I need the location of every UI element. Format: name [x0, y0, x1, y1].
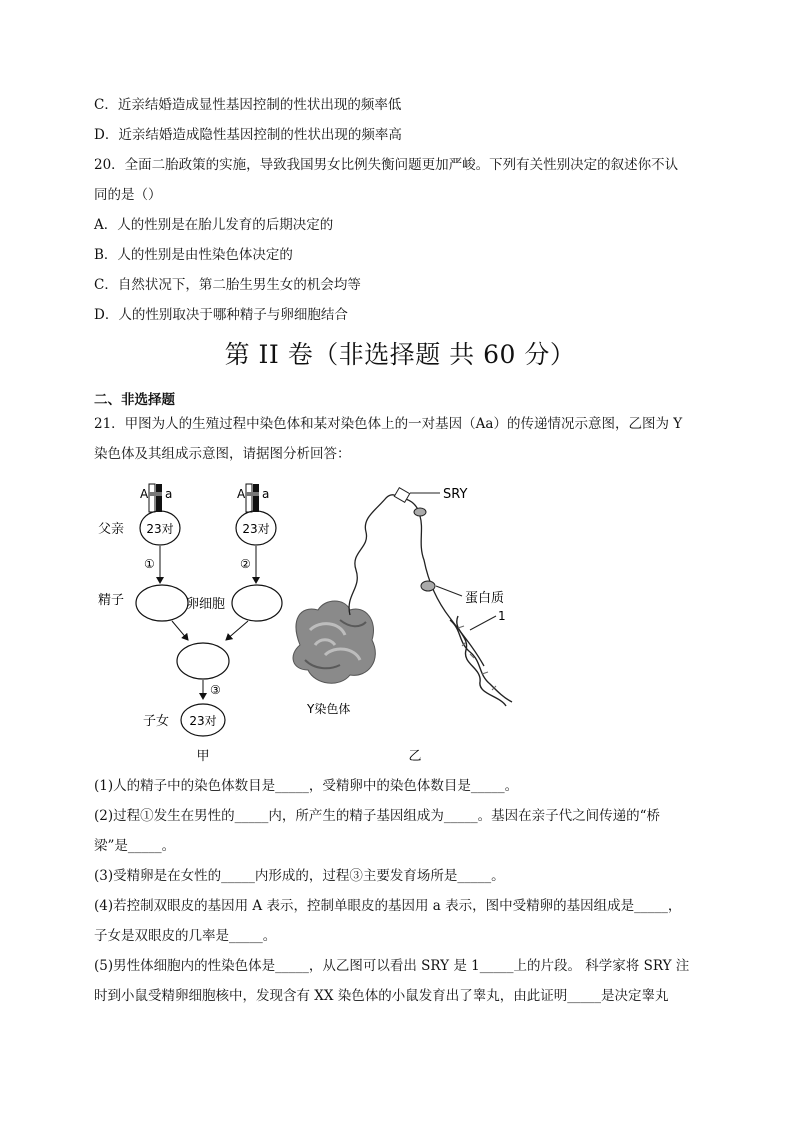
q20-stem-line2: 同的是（）: [94, 187, 162, 203]
q20-option-c: C．自然状况下，第二胎生男生女的机会均等: [94, 277, 361, 293]
q21-stem-line2: 染色体及其组成示意图，请据图分析回答：: [94, 446, 351, 462]
pairs-label-left: 23对: [146, 522, 174, 536]
step-3: ③: [210, 683, 221, 697]
sperm-cell: [136, 585, 188, 621]
protein-bead-1: [414, 508, 426, 516]
y-chromosome-label: Y染色体: [307, 702, 351, 716]
pairs-label-right: 23对: [242, 522, 270, 536]
q21-sub4-line1: (4)若控制双眼皮的基因用 A 表示，控制单眼皮的基因用 a 表示，图中受精卵的基因组成是_____，: [94, 898, 682, 914]
q21-sub5-line2: 时到小鼠受精卵细胞核中，发现含有 XX 染色体的小鼠发育出了睾丸，由此证明_____是决定睾丸: [94, 988, 669, 1004]
q21-sub4-line2: 子女是双眼皮的几率是_____。: [94, 928, 277, 944]
protein-label: 蛋白质: [465, 591, 505, 606]
y-chromosome-image: [293, 601, 375, 683]
gene-A-right: A: [237, 487, 246, 501]
q21-sub5-line1: (5)男性体细胞内的性染色体是_____，从乙图可以看出 SRY 是 1_____上的片段。 科学家将 SRY 注: [94, 958, 690, 974]
egg-cell: [232, 585, 282, 621]
part-heading: 第 II 卷（非选择题 共 60 分）: [224, 340, 576, 369]
chromosome-pair-right: [246, 484, 259, 512]
gene-A-left: A: [140, 487, 149, 501]
figure-a-caption: 甲: [196, 749, 210, 764]
q20-option-a: A．人的性别是在胎儿发育的后期决定的: [94, 217, 334, 233]
zygote-cell: [177, 643, 229, 679]
chromosome-pair-left: [149, 484, 162, 512]
q21-stem-line1: 21．甲图为人的生殖过程中染色体和某对染色体上的一对基因（Aa）的传递情况示意图，乙图为 Y: [94, 416, 683, 432]
pairs-label-child: 23对: [189, 714, 217, 728]
gene-a-left: a: [165, 487, 173, 501]
egg-label: 卵细胞: [186, 597, 226, 612]
q21-sub2-line2: 梁”是_____。: [94, 838, 176, 854]
q21-sub1: (1)人的精子中的染色体数目是_____，受精卵中的染色体数目是_____。: [94, 778, 519, 794]
step-1: ①: [144, 557, 155, 571]
child-label: 子女: [143, 714, 170, 729]
step-2: ②: [240, 557, 251, 571]
sperm-label: 精子: [98, 593, 125, 608]
father-label: 父亲: [98, 522, 125, 537]
q19-option-d: D．近亲结婚造成隐性基因控制的性状出现的频率高: [94, 127, 402, 143]
q19-option-c: C．近亲结婚造成显性基因控制的性状出现的频率低: [94, 97, 402, 113]
q20-stem-line1: 20．全面二胎政策的实施，导致我国男女比例失衡问题更加严峻。下列有关性别决定的叙述你不认: [94, 157, 679, 173]
q20-option-d: D．人的性别取决于哪种精子与卵细胞结合: [94, 307, 348, 323]
figure-b: [293, 487, 512, 764]
gene-a-right: a: [262, 487, 270, 501]
section-title: 二、非选择题: [94, 392, 175, 408]
protein-bead-2: [421, 581, 435, 591]
figure-b-caption: 乙: [408, 749, 422, 764]
q21-sub3: (3)受精卵是在女性的_____内形成的，过程③主要发育场所是_____。: [94, 868, 505, 884]
q21-sub2-line1: (2)过程①发生在男性的_____内，所产生的精子基因组成为_____。基因在亲子代之间传递的“桥: [94, 808, 661, 824]
q21-figures: [0, 470, 800, 770]
q20-option-b: B．人的性别是由性染色体决定的: [94, 247, 293, 263]
figure-a: [98, 484, 282, 764]
sry-label: SRY: [443, 487, 468, 502]
chromatin-strand: [349, 495, 402, 615]
dna-label: 1: [498, 609, 506, 623]
